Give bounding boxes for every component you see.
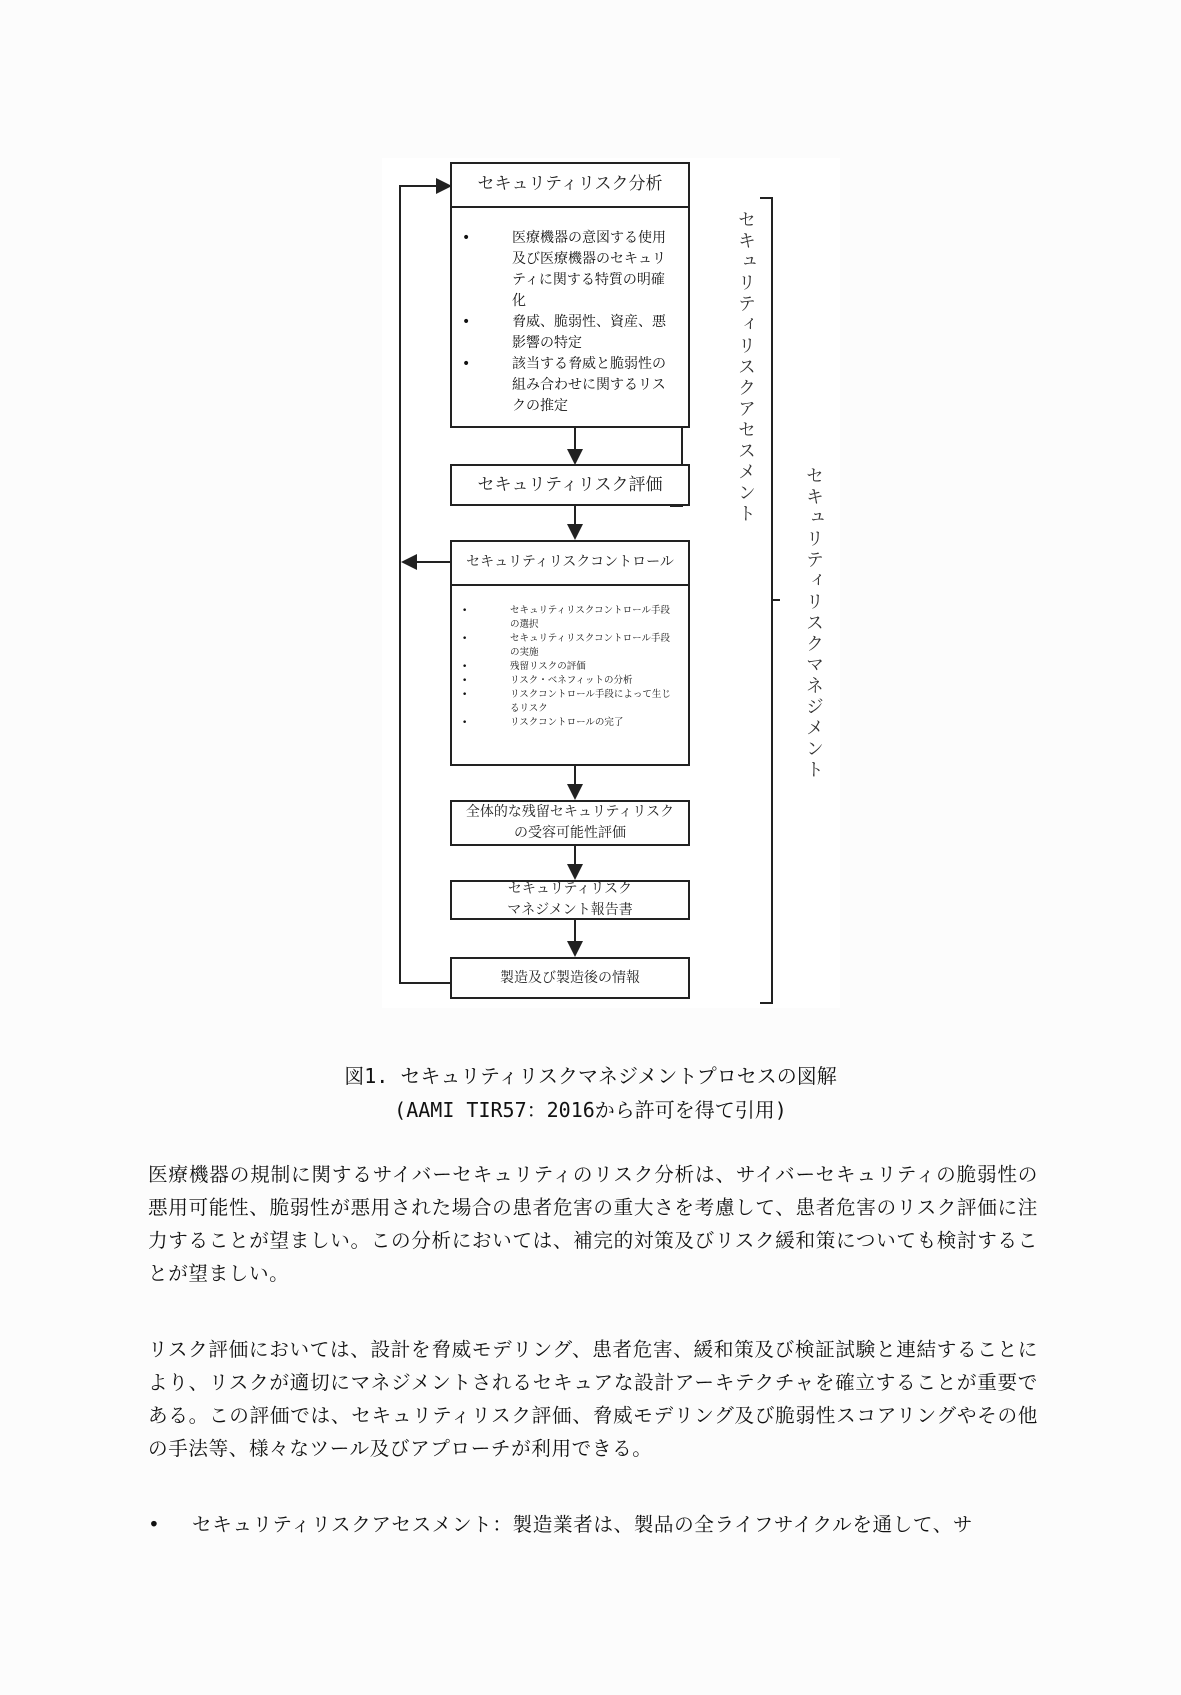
paragraph-risk-analysis: 医療機器の規制に関するサイバーセキュリティのリスク分析は、サイバーセキュリティの脆弱性の悪用可能性、脆弱性が悪用された場合の患者危害の重大さを考慮して、患者危害のリスク評価に注力することが望ましい。この分析においては、補完的対策及びリスク緩和策についても検討することが望ましい。	[148, 1163, 1038, 1285]
bullet-icon: •	[462, 230, 471, 246]
figure-caption-line1: 図1. セキュリティリスクマネジメントプロセスの図解	[344, 1064, 837, 1088]
list-item: • リスクコントロール手段によって生じるリスク	[462, 689, 671, 714]
feedback-loop-line	[400, 186, 450, 983]
risk-control-divider	[450, 584, 690, 586]
assessment-bullet-text: セキュリティリスクアセスメント：製造業者は、製品の全ライフサイクルを通して、サ	[192, 1513, 974, 1536]
list-item: • 該当する脅威と脆弱性の組み合わせに関するリスクの推定	[462, 356, 666, 414]
list-item: • 残留リスクの評価	[462, 661, 586, 672]
list-item: • リスクコントロールの完了	[462, 717, 624, 728]
risk-analysis-title: セキュリティリスク分析	[477, 174, 663, 194]
report-title-line2: マネジメント報告書	[507, 902, 633, 918]
production-info-title: 製造及び製造後の情報	[500, 969, 640, 986]
bullet-icon: •	[462, 356, 471, 372]
risk-analysis-list	[460, 228, 678, 417]
risk-evaluation-title: セキュリティリスク評価	[477, 475, 663, 495]
risk-analysis-divider	[450, 206, 690, 208]
list-item: • リスク・ベネフィットの分析	[462, 675, 633, 686]
risk-management-flowchart	[382, 158, 840, 1008]
paragraph-risk-evaluation: リスク評価においては、設計を脅威モデリング、患者危害、緩和策及び検証試験と連結することにより、リスクが適切にマネジメントされるセキュアな設計アーキテクチャを確立することが重要である。この評価では、セキュリティリスク評価、脅威モデリング及び脆弱性スコアリングやその他の手法等、様々なツール及びアプローチが利用できる。	[148, 1338, 1038, 1460]
bullet-icon: •	[462, 606, 468, 616]
risk-control-title: セキュリティリスクコントロール	[466, 553, 674, 570]
list-item: • 脅威、脆弱性、資産、悪影響の特定	[462, 314, 666, 351]
bullet-icon: •	[462, 634, 468, 644]
assessment-label: セキュリティリスクアセスメント	[735, 210, 756, 525]
list-item: • 医療機器の意図する使用及び医療機器のセキュリティに関する特質の明確化	[462, 230, 666, 309]
list-item: • セキュリティリスクコントロール手段の選択	[462, 605, 670, 630]
list-item: • セキュリティリスクコントロール手段の実施	[462, 633, 670, 658]
management-label: セキュリティリスクマネジメント	[803, 466, 824, 781]
bullet-icon: •	[462, 690, 468, 700]
risk-control-list	[460, 604, 676, 730]
figure-caption-line2: (AAMI TIR57：2016から許可を得て引用)	[394, 1098, 787, 1122]
bullet-icon: •	[462, 718, 468, 728]
bullet-icon: •	[148, 1513, 161, 1536]
management-bracket	[760, 198, 780, 1003]
bullet-icon: •	[462, 676, 468, 686]
report-title	[450, 880, 690, 920]
assessment-bullet	[148, 1508, 1048, 1541]
bullet-icon: •	[462, 662, 468, 672]
residual-risk-title: 全体的な残留セキュリティリスクの受容可能性評価	[465, 804, 675, 841]
report-title-line1: セキュリティリスク	[507, 881, 633, 897]
bullet-icon: •	[462, 314, 471, 330]
